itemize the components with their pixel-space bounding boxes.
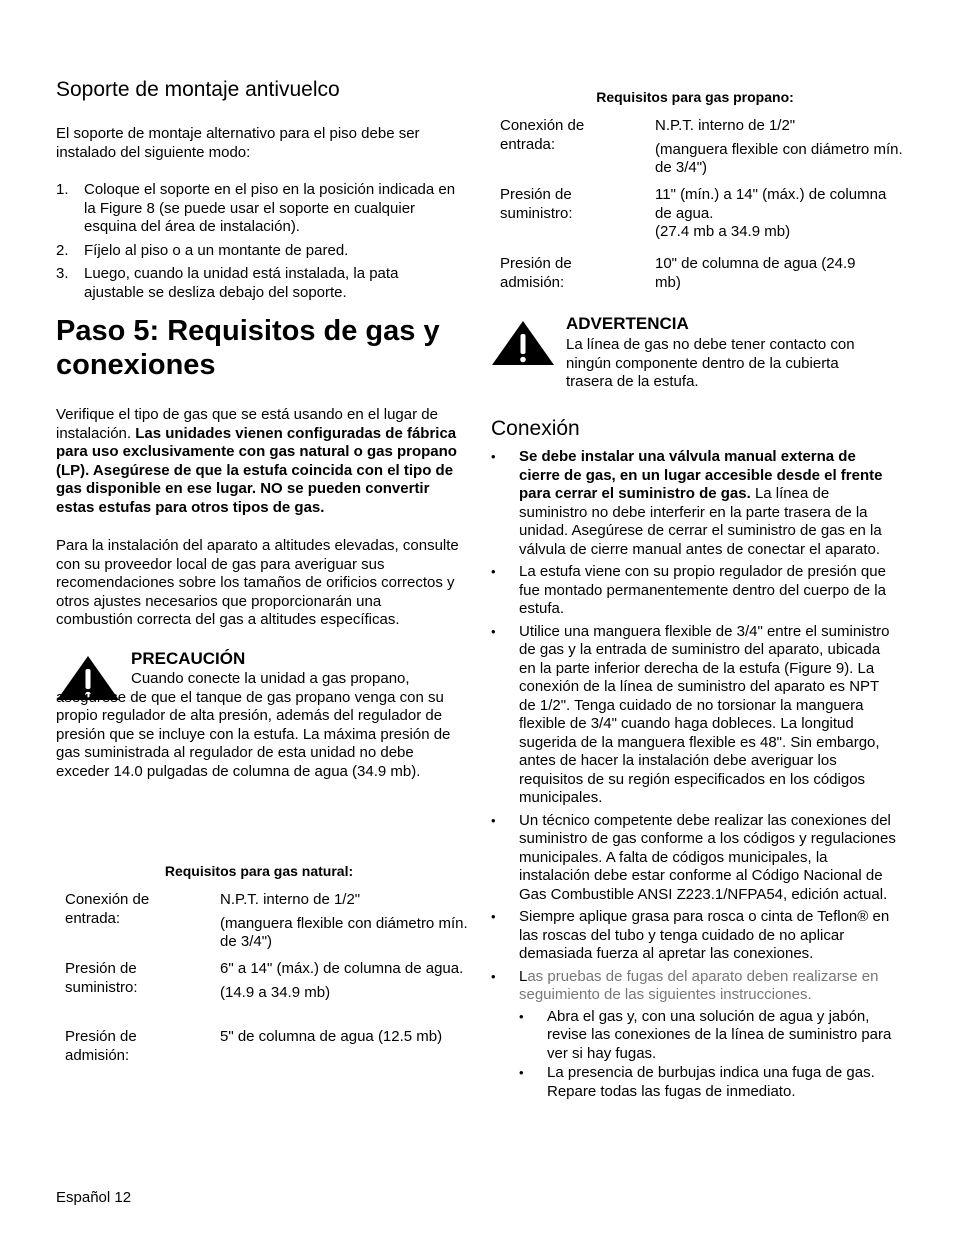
caution-title: PRECAUCIÓN <box>131 649 246 668</box>
list-item: • Abra el gas y, con una solución de agua y jabón, revise las conexiones de la línea de suministro para ver si hay fugas. <box>519 1007 892 1062</box>
warning-text: La línea de gas no debe tener contacto con ningún componente dentro de la cubierta trasera de la estufa. <box>566 336 855 390</box>
list-item: 1. Coloque el soporte en el piso en la posición indicada en la Figure 8 (se puede usar el soporte en cualquier esquina del área de instalación). <box>56 181 456 235</box>
gas-type-paragraph: Verifique el tipo de gas que se está usando en el lugar de instalación. Las unidades vienen configuradas de fábrica para uso exclusivamente con gas natural o gas propano (LP). Asegúrese de que la estufa coincida con el tipo de gas disponible en ese lugar. NO se pueden convertir estas estufas para otros tipos de gas. <box>56 406 457 516</box>
section-title-conexion: Conexión <box>491 417 580 440</box>
list-item: • Utilice una manguera flexible de 3/4" entre el suministro de gas y la entrada de suministro del aparato, ubicada en la parte inferior derecha de la estufa (Figure 9). La conexión de la línea de suministro del aparato es NPT de 1/2". Tenga cuidado de no torsionar la manguera flexible de 3/4" cuando haga dobleces. La longitud sugerida de la manguera flexible es 48". Sin embargo, antes de hacer la instalación debe averiguar los requisitos de su región especificados en los códigos municipales. <box>491 622 890 806</box>
list-item: • Siempre aplique grasa para rosca o cinta de Teflon® en las roscas del tubo y tenga cuidado de no aplicar demasiada fuerza al apretar las conexiones. <box>491 908 890 962</box>
natural-gas-table-title: Requisitos para gas natural: <box>164 863 354 879</box>
connection-list <box>491 448 899 1105</box>
list-item: • Las pruebas de fugas del aparato deben realizarse en seguimiento de las siguientes instrucciones. • Abra el gas y, con una solución de agua y jabón, revise las conexiones de la línea de suministro para ver si hay fugas. • La presencia de burbujas indica una fuga de gas. Repare todas las fugas de inmediato. <box>491 968 899 1102</box>
page-heading: Paso 5: Requisitos de gas y conexiones <box>56 315 440 381</box>
list-item: • La presencia de burbujas indica una fuga de gas. Repare todas las fugas de inmediato. <box>519 1064 875 1100</box>
list-item: 3. Luego, cuando la unidad está instalada, la pata ajustable se desliza debajo del soporte. <box>56 265 399 301</box>
altitude-paragraph: Para la instalación del aparato a altitudes elevadas, consulte con su proveedor local de gas para averiguar sus recomendaciones sobre los tamaños de orificios correctos y otros ajustes necesarios que proporcionarán una combustión correcta del gas a altitudes específicas. <box>56 537 459 628</box>
propane-table-title: Requisitos para gas propano: <box>596 89 794 105</box>
list-item: • La estufa viene con su propio regulador de presión que fue montado permanentemente dentro del cuerpo de la estufa. <box>491 563 886 617</box>
list-item: 2. Fíjelo al piso o a un montante de pared. <box>56 241 349 259</box>
list-item: • Un técnico competente debe realizar las conexiones del suministro de gas conforme a los códigos y regulaciones municipales. A falta de códigos municipales, la instalación debe estar conforme al Código Nacional de Gas Combustible ANSI Z223.1/NFPA54, edición actual. <box>491 811 896 903</box>
list-item: • Se debe instalar una válvula manual externa de cierre de gas, en un lugar accesible desde el frente para cerrar el suministro de gas. La línea de suministro no debe interferir en la parte trasera de la unidad. Asegúrese de cerrar el suministro de gas en la válvula de cierre manual antes de conectar el aparato. <box>491 448 883 558</box>
warning-icon <box>491 320 555 366</box>
section-title-antivuelco: Soporte de montaje antivuelco <box>56 78 340 101</box>
intro-paragraph: El soporte de montaje alternativo para el piso debe ser instalado del siguiente modo: <box>56 125 420 161</box>
caution-text: Cuando conecte la unidad a gas propano, asegúrese de que el tanque de gas propano venga con su propio regulador de alta presión, además del regulador de presión que se incluye con la estufa. La máxima presión de gas suministrada al regulador de esta unidad no debe exceder 14.0 pulgadas de columna de agua (34.9 mb). <box>56 670 451 780</box>
installation-steps <box>56 181 456 307</box>
warning-title: ADVERTENCIA <box>566 314 689 333</box>
page-footer: Español 12 <box>56 1189 132 1206</box>
leak-test-steps <box>519 1008 899 1102</box>
